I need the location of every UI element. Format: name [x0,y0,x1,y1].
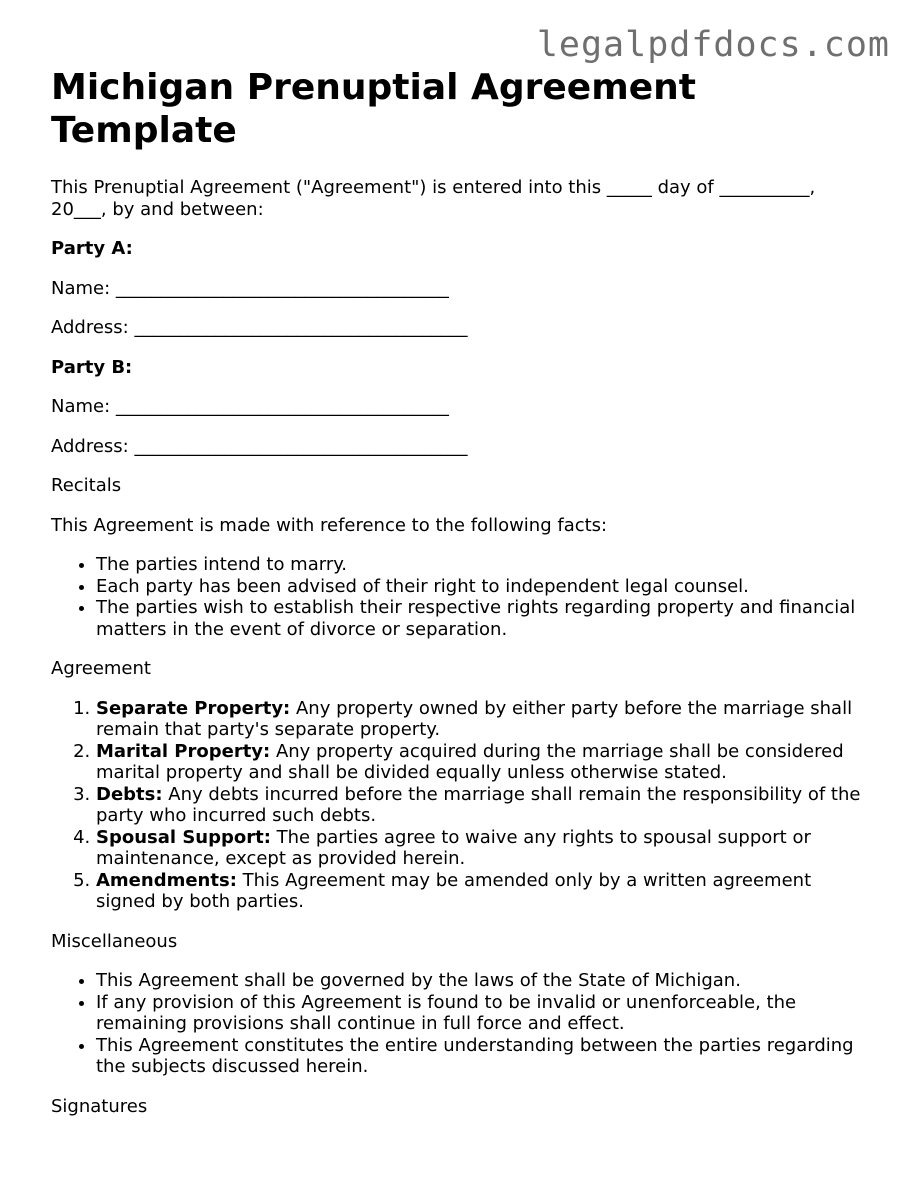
agreement-heading: Agreement [51,658,151,679]
list-item [96,784,871,827]
term-label: Spousal Support: [96,826,271,848]
watermark: legalpdfdocs.com [536,25,890,65]
list-item [96,827,871,870]
list-item: • Each party has been advised of their right to independent legal counsel. [96,576,871,598]
page-title: Michigan Prenuptial Agreement Template [51,67,696,151]
list-item: • The parties wish to establish their respective rights regarding property and financial matters in the event of divorce or separation. [96,597,871,640]
party-b-heading: Party B: [51,356,133,378]
agreement-list [51,698,871,913]
list-item [96,741,871,784]
list-item [96,698,871,741]
intro-paragraph: This Prenuptial Agreement ("Agreement") is entered into this _____ day of __________, 20___, by and between: [51,177,816,220]
party-b-name-field: Name: _____________________________________ [51,396,449,417]
term-text: This Agreement may be amended only by a written agreement signed by both parties. [96,869,812,912]
list-item: • The parties intend to marry. [96,554,871,576]
miscellaneous-heading: Miscellaneous [51,930,178,952]
term-label: Marital Property: [96,740,271,762]
list-item: • If any provision of this Agreement is found to be invalid or unenforceable, the remaining provisions shall continue in full force and effect. [96,992,871,1035]
party-a-heading: Party A: [51,238,133,259]
party-b-address-field: Address: _____________________________________ [51,435,468,457]
recitals-list [51,554,871,640]
list-item [96,870,871,913]
recitals-lead: This Agreement is made with reference to the following facts: [51,514,608,536]
miscellaneous-list [51,970,871,1078]
term-text: Any debts incurred before the marriage shall remain the responsibility of the party who incurred such debts. [96,783,861,826]
term-text: Any property acquired during the marriage shall be considered marital property and shall be divided equally unless otherwise stated. [96,740,844,783]
term-text: Any property owned by either party before the marriage shall remain that party's separate property. [96,697,853,740]
party-a-name-field: Name: _____________________________________ [51,277,449,299]
list-item: • This Agreement shall be governed by the laws of the State of Michigan. [96,970,871,992]
document-page [51,66,871,1117]
list-item: • This Agreement constitutes the entire understanding between the parties regarding the subjects discussed herein. [96,1035,871,1078]
term-label: Separate Property: [96,697,291,719]
recitals-heading: Recitals [51,475,122,496]
signatures-heading: Signatures [51,1095,148,1117]
term-label: Amendments: [96,869,237,891]
term-text: The parties agree to waive any rights to spousal support or maintenance, except as provided herein. [96,826,811,869]
term-label: Debts: [96,783,163,805]
party-a-address-field: Address: _____________________________________ [51,317,468,338]
